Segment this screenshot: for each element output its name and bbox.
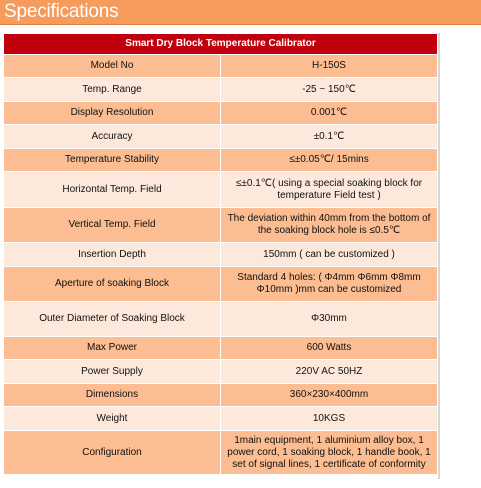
table-row bbox=[4, 431, 438, 475]
section-header bbox=[0, 0, 481, 25]
table-row bbox=[4, 78, 438, 102]
table-row bbox=[4, 149, 438, 172]
section-title: Specifications bbox=[4, 1, 119, 22]
spec-value-temperature-stability: ≤±0.05℃/ 15mins bbox=[221, 149, 438, 172]
spec-value-configuration: 1main equipment, 1 aluminium alloy box, 1 power cord, 1 soaking block, 1 handle book, 1 set of signal lines, 1 certificate of conformity bbox=[221, 431, 438, 475]
table-row bbox=[4, 125, 438, 149]
spec-value-accuracy: ±0.1℃ bbox=[221, 125, 438, 149]
spec-label-temperature-stability: Temperature Stability bbox=[4, 149, 221, 172]
table-side-border bbox=[438, 33, 440, 479]
spec-label-accuracy: Accuracy bbox=[4, 125, 221, 149]
spec-value-vertical-temp-field: The deviation within 40mm from the bottom of the soaking block hole is ≤0.5℃ bbox=[221, 208, 438, 243]
spec-label-vertical-temp-field: Vertical Temp. Field bbox=[4, 208, 221, 243]
table-row bbox=[4, 337, 438, 360]
spec-value-outer-diameter: Φ30mm bbox=[221, 302, 438, 337]
spec-label-max-power: Max Power bbox=[4, 337, 221, 360]
table-title-row bbox=[4, 34, 438, 55]
table-row bbox=[4, 302, 438, 337]
spec-value-display-resolution: 0.001℃ bbox=[221, 102, 438, 125]
spec-label-weight: Weight bbox=[4, 407, 221, 431]
spec-value-model-no: H-150S bbox=[221, 55, 438, 78]
table-row bbox=[4, 55, 438, 78]
spec-label-power-supply: Power Supply bbox=[4, 360, 221, 384]
spec-label-model-no: Model No bbox=[4, 55, 221, 78]
table-row bbox=[4, 407, 438, 431]
table-row bbox=[4, 102, 438, 125]
spec-label-configuration: Configuration bbox=[4, 431, 221, 475]
spec-value-temp-range: -25 ~ 150℃ bbox=[221, 78, 438, 102]
spec-label-display-resolution: Display Resolution bbox=[4, 102, 221, 125]
spec-value-max-power: 600 Watts bbox=[221, 337, 438, 360]
spec-value-dimensions: 360×230×400mm bbox=[221, 384, 438, 407]
spec-value-aperture: Standard 4 holes: ( Φ4mm Φ6mm Φ8mm Φ10mm )mm can be customized bbox=[221, 267, 438, 302]
spec-label-outer-diameter: Outer Diameter of Soaking Block bbox=[4, 302, 221, 337]
table-row bbox=[4, 360, 438, 384]
table-row bbox=[4, 267, 438, 302]
spec-value-horizontal-temp-field: ≤±0.1℃( using a special soaking block for temperature Field test ) bbox=[221, 172, 438, 208]
spec-label-temp-range: Temp. Range bbox=[4, 78, 221, 102]
table-title: Smart Dry Block Temperature Calibrator bbox=[4, 34, 438, 55]
spec-label-horizontal-temp-field: Horizontal Temp. Field bbox=[4, 172, 221, 208]
table-row bbox=[4, 172, 438, 208]
table-row bbox=[4, 243, 438, 267]
spec-label-aperture: Aperture of soaking Block bbox=[4, 267, 221, 302]
spec-value-power-supply: 220V AC 50HZ bbox=[221, 360, 438, 384]
spec-value-weight: 10KGS bbox=[221, 407, 438, 431]
spec-value-insertion-depth: 150mm ( can be customized ) bbox=[221, 243, 438, 267]
table-row bbox=[4, 208, 438, 243]
spec-label-insertion-depth: Insertion Depth bbox=[4, 243, 221, 267]
table-row bbox=[4, 384, 438, 407]
specifications-table bbox=[3, 33, 438, 475]
spec-label-dimensions: Dimensions bbox=[4, 384, 221, 407]
